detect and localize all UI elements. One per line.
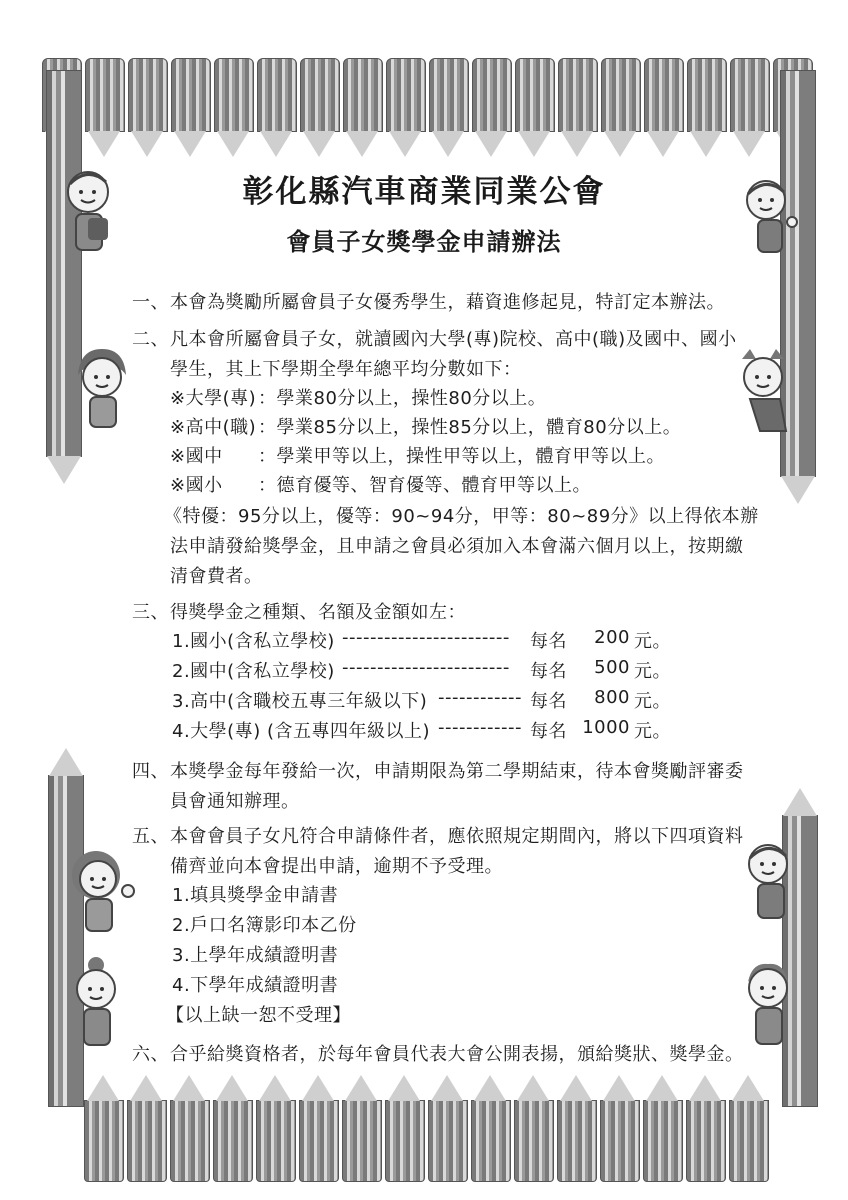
pencil-icon bbox=[84, 1100, 124, 1182]
document-title: 彰化縣汽車商業同業公會 bbox=[242, 174, 606, 210]
required-document: 4.下學年成績證明書 bbox=[172, 975, 339, 996]
pencil-icon bbox=[429, 58, 469, 132]
award-dashes: ------------------------ bbox=[342, 657, 510, 678]
criteria-requirement: ：學業85分以上，操性85分以上，體育80分以上。 bbox=[258, 417, 682, 438]
pencil-icon bbox=[643, 1100, 683, 1182]
award-category: 1.國小(含私立學校) bbox=[172, 631, 335, 652]
boy-peeking-cartoon-icon bbox=[738, 960, 800, 1060]
section-text: 備齊並向本會提出申請，逾期不予受理。 bbox=[170, 856, 503, 877]
criteria-level: ※國小 bbox=[170, 475, 223, 496]
girl-waving-cartoon-icon bbox=[730, 345, 796, 440]
section-number: 五、 bbox=[132, 826, 169, 847]
pencil-icon bbox=[257, 58, 297, 132]
award-category: 2.國中(含私立學校) bbox=[172, 661, 335, 682]
pencil-icon bbox=[600, 1100, 640, 1182]
award-unit: 元。 bbox=[634, 721, 671, 742]
grading-note: 清會費者。 bbox=[170, 566, 263, 587]
award-amount: 500 bbox=[594, 657, 630, 678]
pencil-icon bbox=[686, 1100, 726, 1182]
document-subtitle: 會員子女獎學金申請辦法 bbox=[286, 228, 562, 256]
pencil-icon bbox=[300, 58, 340, 132]
section-text: 本獎學金每年發給一次，申請期限為第二學期結束，待本會獎勵評審委 bbox=[170, 761, 744, 782]
section-text: 本會會員子女凡符合申請條件者，應依照規定期間內，將以下四項資料 bbox=[170, 826, 744, 847]
pencil-icon bbox=[471, 1100, 511, 1182]
boy-climbing-cartoon-icon bbox=[740, 840, 800, 940]
award-unit: 元。 bbox=[634, 691, 671, 712]
top-pencil-border bbox=[42, 58, 813, 132]
section-number: 二、 bbox=[132, 329, 169, 350]
required-document: 3.上學年成績證明書 bbox=[172, 945, 339, 966]
award-per: 每名 bbox=[530, 631, 567, 652]
pencil-icon bbox=[343, 58, 383, 132]
award-amount: 1000 bbox=[582, 717, 630, 738]
pencil-icon bbox=[601, 58, 641, 132]
pencil-icon bbox=[214, 58, 254, 132]
pencil-icon bbox=[170, 1100, 210, 1182]
section-text: 員會通知辦理。 bbox=[170, 791, 300, 812]
criteria-level: ※大學(專) bbox=[170, 388, 257, 409]
pencil-icon bbox=[729, 1100, 769, 1182]
award-dashes: ------------------------ bbox=[342, 627, 510, 648]
award-amount: 800 bbox=[594, 687, 630, 708]
pencil-icon bbox=[342, 1100, 382, 1182]
section-text: 本會為獎勵所屬會員子女優秀學生，藉資進修起見，特訂定本辦法。 bbox=[170, 292, 725, 313]
grading-note: 《特優：95分以上，優等：90~94分，甲等：80~89分》以上得依本辦 bbox=[164, 506, 759, 527]
section-text: 凡本會所屬會員子女，就讀國內大學(專)院校、高中(職)及國中、國小 bbox=[170, 329, 737, 350]
required-document: 2.戶口名簿影印本乙份 bbox=[172, 915, 357, 936]
section-text: 合乎給獎資格者，於每年會員代表大會公開表揚，頒給獎狀、獎學金。 bbox=[170, 1044, 744, 1065]
section-number: 四、 bbox=[132, 761, 169, 782]
pencil-icon bbox=[687, 58, 727, 132]
award-category: 4.大學(專) (含五專四年級以上) bbox=[172, 721, 430, 742]
pencil-icon bbox=[256, 1100, 296, 1182]
documents-remark: 【以上缺一恕不受理】 bbox=[166, 1005, 351, 1026]
criteria-requirement: ：德育優等、智育優等、體育甲等以上。 bbox=[258, 475, 591, 496]
criteria-requirement: ：學業80分以上，操性80分以上。 bbox=[258, 388, 547, 409]
pencil-icon bbox=[472, 58, 512, 132]
pencil-icon bbox=[558, 58, 598, 132]
section-number: 一、 bbox=[132, 292, 169, 313]
section-text: 得獎學金之種類、名額及金額如左： bbox=[170, 602, 466, 623]
award-per: 每名 bbox=[530, 721, 567, 742]
award-per: 每名 bbox=[530, 661, 567, 682]
pencil-icon bbox=[85, 58, 125, 132]
award-unit: 元。 bbox=[634, 631, 671, 652]
curly-girl-cartoon-icon bbox=[66, 845, 142, 945]
pencil-icon bbox=[514, 1100, 554, 1182]
pencil-icon bbox=[515, 58, 555, 132]
pencil-icon bbox=[127, 1100, 167, 1182]
award-dashes: ------------ bbox=[438, 717, 522, 738]
section-text: 學生，其上下學期全學年總平均分數如下： bbox=[170, 359, 522, 380]
pencil-icon bbox=[557, 1100, 597, 1182]
pencil-icon bbox=[385, 1100, 425, 1182]
pencil-icon bbox=[644, 58, 684, 132]
girl-bun-cartoon-icon bbox=[66, 955, 132, 1055]
criteria-level: ※國中 bbox=[170, 446, 223, 467]
award-amount: 200 bbox=[594, 627, 630, 648]
pencil-icon bbox=[213, 1100, 253, 1182]
pencil-icon bbox=[428, 1100, 468, 1182]
pencil-icon bbox=[299, 1100, 339, 1182]
required-document: 1.填具獎學金申請書 bbox=[172, 885, 339, 906]
award-category: 3.高中(含職校五專三年級以下) bbox=[172, 691, 428, 712]
bottom-pencil-border bbox=[84, 1100, 769, 1182]
section-number: 三、 bbox=[132, 602, 169, 623]
criteria-level: ※高中(職) bbox=[170, 417, 257, 438]
criteria-requirement: ：學業甲等以上，操性甲等以上，體育甲等以上。 bbox=[258, 446, 665, 467]
pencil-icon bbox=[171, 58, 211, 132]
award-dashes: ------------ bbox=[438, 687, 522, 708]
section-number: 六、 bbox=[132, 1044, 169, 1065]
award-unit: 元。 bbox=[634, 661, 671, 682]
pencil-icon bbox=[128, 58, 168, 132]
grading-note: 法申請發給獎學金，且申請之會員必須加入本會滿六個月以上，按期繳 bbox=[170, 536, 744, 557]
pencil-icon bbox=[386, 58, 426, 132]
award-per: 每名 bbox=[530, 691, 567, 712]
pencil-icon bbox=[730, 58, 770, 132]
girl-cartoon-icon bbox=[70, 345, 134, 435]
